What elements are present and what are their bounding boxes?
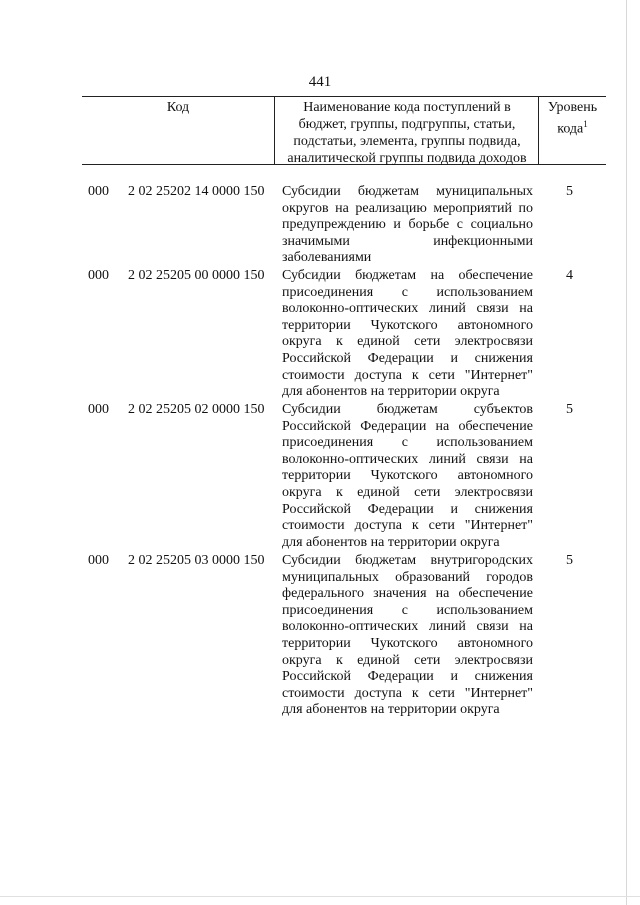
revenue-name-line: округа к единой сети электросвязи <box>282 334 533 350</box>
header-name-line: Наименование кода поступлений в <box>303 100 511 115</box>
revenue-name-line: Российской Федерации и снижения <box>282 501 533 517</box>
header-name-line: подстатьи, элемента, группы подвида, <box>293 134 521 149</box>
revenue-name-line: федерального значения на обеспечение <box>282 586 533 602</box>
revenue-name-line: стоимости доступа к сети "Интернет" <box>282 367 533 383</box>
revenue-name-line: Субсидии бюджетам на обеспечение <box>282 268 533 283</box>
revenue-name-line: для абонентов на территории округа <box>282 534 500 550</box>
revenue-name-line: муниципальных образований городов <box>282 569 533 585</box>
header-code: Код <box>166 100 190 115</box>
revenue-name-line: Субсидии бюджетам муниципальных <box>282 184 533 199</box>
revenue-code: 2 02 25205 00 0000 150 <box>128 268 265 283</box>
revenue-name <box>282 402 533 551</box>
revenue-name-line: присоединения с использованием <box>282 284 533 300</box>
revenue-name-line: стоимости доступа к сети "Интернет" <box>282 518 533 534</box>
revenue-name-line: стоимости доступа к сети "Интернет" <box>282 685 533 701</box>
code-level: 5 <box>566 553 573 568</box>
revenue-name <box>282 268 533 401</box>
page-number: 441 <box>308 74 332 90</box>
revenue-name-line: присоединения с использованием <box>282 602 533 618</box>
revenue-name-line: округов на реализацию мероприятий по <box>282 200 533 216</box>
code-level: 5 <box>566 184 573 199</box>
scan-edge-right <box>626 0 627 905</box>
revenue-name-line: Российской Федерации на обеспечение <box>282 418 533 434</box>
header-divider-left <box>274 96 275 165</box>
revenue-name-line: волоконно-оптических линий связи на <box>282 301 533 317</box>
header-level-line: кода$^1$ <box>557 119 588 137</box>
revenue-name-line: волоконно-оптических линий связи на <box>282 451 533 467</box>
revenue-code: 2 02 25202 14 0000 150 <box>128 184 265 199</box>
revenue-code: 2 02 25205 02 0000 150 <box>128 402 265 417</box>
revenue-name-line: заболеваниями <box>282 250 372 266</box>
revenue-name-line: Субсидии бюджетам внутригородских <box>282 553 533 568</box>
revenue-name-line: волоконно-оптических линий связи на <box>282 619 533 635</box>
revenue-name-line: Российской Федерации и снижения <box>282 350 533 366</box>
revenue-name-line: территории Чукотского автономного <box>282 635 533 651</box>
revenue-name-line: присоединения с использованием <box>282 435 533 451</box>
scan-edge-bottom <box>0 896 640 897</box>
revenue-code: 2 02 25205 03 0000 150 <box>128 553 265 568</box>
revenue-name-line: Субсидии бюджетам субъектов <box>282 402 533 417</box>
code-level: 4 <box>566 268 573 283</box>
admin-code: 000 <box>88 553 109 568</box>
code-level: 5 <box>566 402 573 417</box>
revenue-name-line: значимыми инфекционными <box>282 233 533 249</box>
header-name-line: бюджет, группы, подгруппы, статьи, <box>298 117 516 132</box>
admin-code: 000 <box>88 268 109 283</box>
footnote-marker: 1 <box>583 119 588 129</box>
header-top-border <box>82 96 606 97</box>
header-level-line: Уровень <box>547 100 598 115</box>
revenue-name-line: для абонентов на территории округа <box>282 384 500 400</box>
revenue-name <box>282 553 533 719</box>
admin-code: 000 <box>88 184 109 199</box>
header-level <box>539 99 606 138</box>
header-name-line: аналитической группы подвида доходов <box>287 151 527 166</box>
revenue-name-line: территории Чукотского автономного <box>282 317 533 333</box>
revenue-name-line: предупреждению и борьбе с социально <box>282 217 533 233</box>
revenue-name-line: территории Чукотского автономного <box>282 468 533 484</box>
revenue-name-line: округа к единой сети электросвязи <box>282 652 533 668</box>
header-name <box>276 99 538 167</box>
revenue-name <box>282 184 533 267</box>
revenue-name-line: Российской Федерации и снижения <box>282 669 533 685</box>
revenue-name-line: для абонентов на территории округа <box>282 702 500 718</box>
revenue-name-line: округа к единой сети электросвязи <box>282 484 533 500</box>
admin-code: 000 <box>88 402 109 417</box>
